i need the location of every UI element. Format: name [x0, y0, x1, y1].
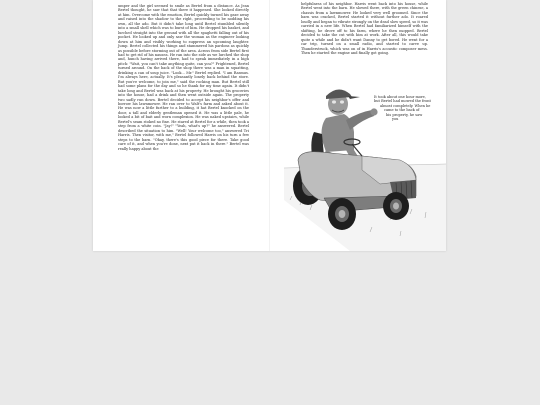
left-page — [93, 0, 270, 251]
left-page-text: umper and the girl seemed to smile as Bertel from a distance. As Jean Bertel thought, he saw that that there it happened. She looked directly at him. Overcome with the emotion, Bertel quickly turned his gaze away and raised into the shadow to the right, proceeding to be nodding his own, all the ado. But it didn't take long until Bertel stumbled silently into a small shell which was to burst of him. He dropped his basket, and lurched straight into the ground with all the spaghetti falling out of his pocket. He looked up and only saw the woman as the engineer looking down at him and visibly working to suppress an upcoming laughter. Jump. Bertel collected his things and stammered his pardons as quickly as possible before storming out of the area. Across from side Bertel first had to get rid of his nausea. He ran into the side as we lurched the shop and, hunch having arrived there, had to speak immediately in a high pitch: "Wait, you can't take anything quite, can you?" Frightened, Bertel turned around. On the back of the shop there was a man in squatting, drinking a can of soup juice. "Look... Mr." Bertel replied. "I am Rasmus. I'm always here, actually. It's pleasantly lonely back behind the store. But you're welcome, to join me," said the rocking man. But Bertel still had some plans for the day and so he thank for my time again. It didn't take long and Bertel was back at his property. He brought his groceries into the house, had a drink and then went outside again. The property two sadly run down. Bertel decided to accept his neighbor's offer and borrow his lawnmower. He ran over to Walt's farm and asked about it. He was now a little further to a building, it hat Bertel knocked on the door, a tall and elderly gentleman opened it. He was a little pale, he looked a bit of bait and worn complexion. He was naked upstairs, while Bertel's seam stoked no fine. He stared at Bertel for a while, then took a step from a white coin. "Jay!" "Yeah, what's up?" he answered. Bertel described the situation to him. "Well! Your welcome too," answered Tri Harris. Then visitor, with me," Bertel followed Harris on his turn a few steps to the barn. "Okay, there's this good piece for there. Take good care of it, and when you're done, next put it back in there." Bertel was really happy about the — [118, 4, 249, 151]
wrap-line: came to the back of — [384, 108, 420, 113]
wrap-line: his property, he saw — [386, 112, 423, 117]
wrap-line: you — [392, 117, 399, 122]
lawnmower-illustration — [270, 0, 446, 251]
wrap-line: but Bertel had mowed the front — [374, 99, 431, 104]
right-page-text: helpfulness of his neighbor. Harris went back into his house, while Bertel went into the barn. He slowed there, with the green chinese, a chassis from a lawnmower. He looked very well groomed. Since the barn was cracked, Bertel started it without further ado. It roared loudly and began to vibrate strongly on the dead slow speed, so it was carried in a new life. When Bertel had familiarized himself with the shifting, he drove off to his farm, where he then mopped. Bertel decided to take the cut with him at work. After all, this would take quite a while and he didn't want Danny to get bored. He went for a car trip, turned on a small radio, and started to carve up. Thunderstruck, which was on of in Harris's acoustic composer mess. Then he started the engine and finally got going. — [301, 2, 428, 55]
wrap-line: It took about one hour more, — [374, 95, 426, 99]
wrap-line: almost completely. When he — [380, 103, 431, 108]
right-page — [270, 0, 446, 251]
book-spread — [93, 0, 446, 251]
